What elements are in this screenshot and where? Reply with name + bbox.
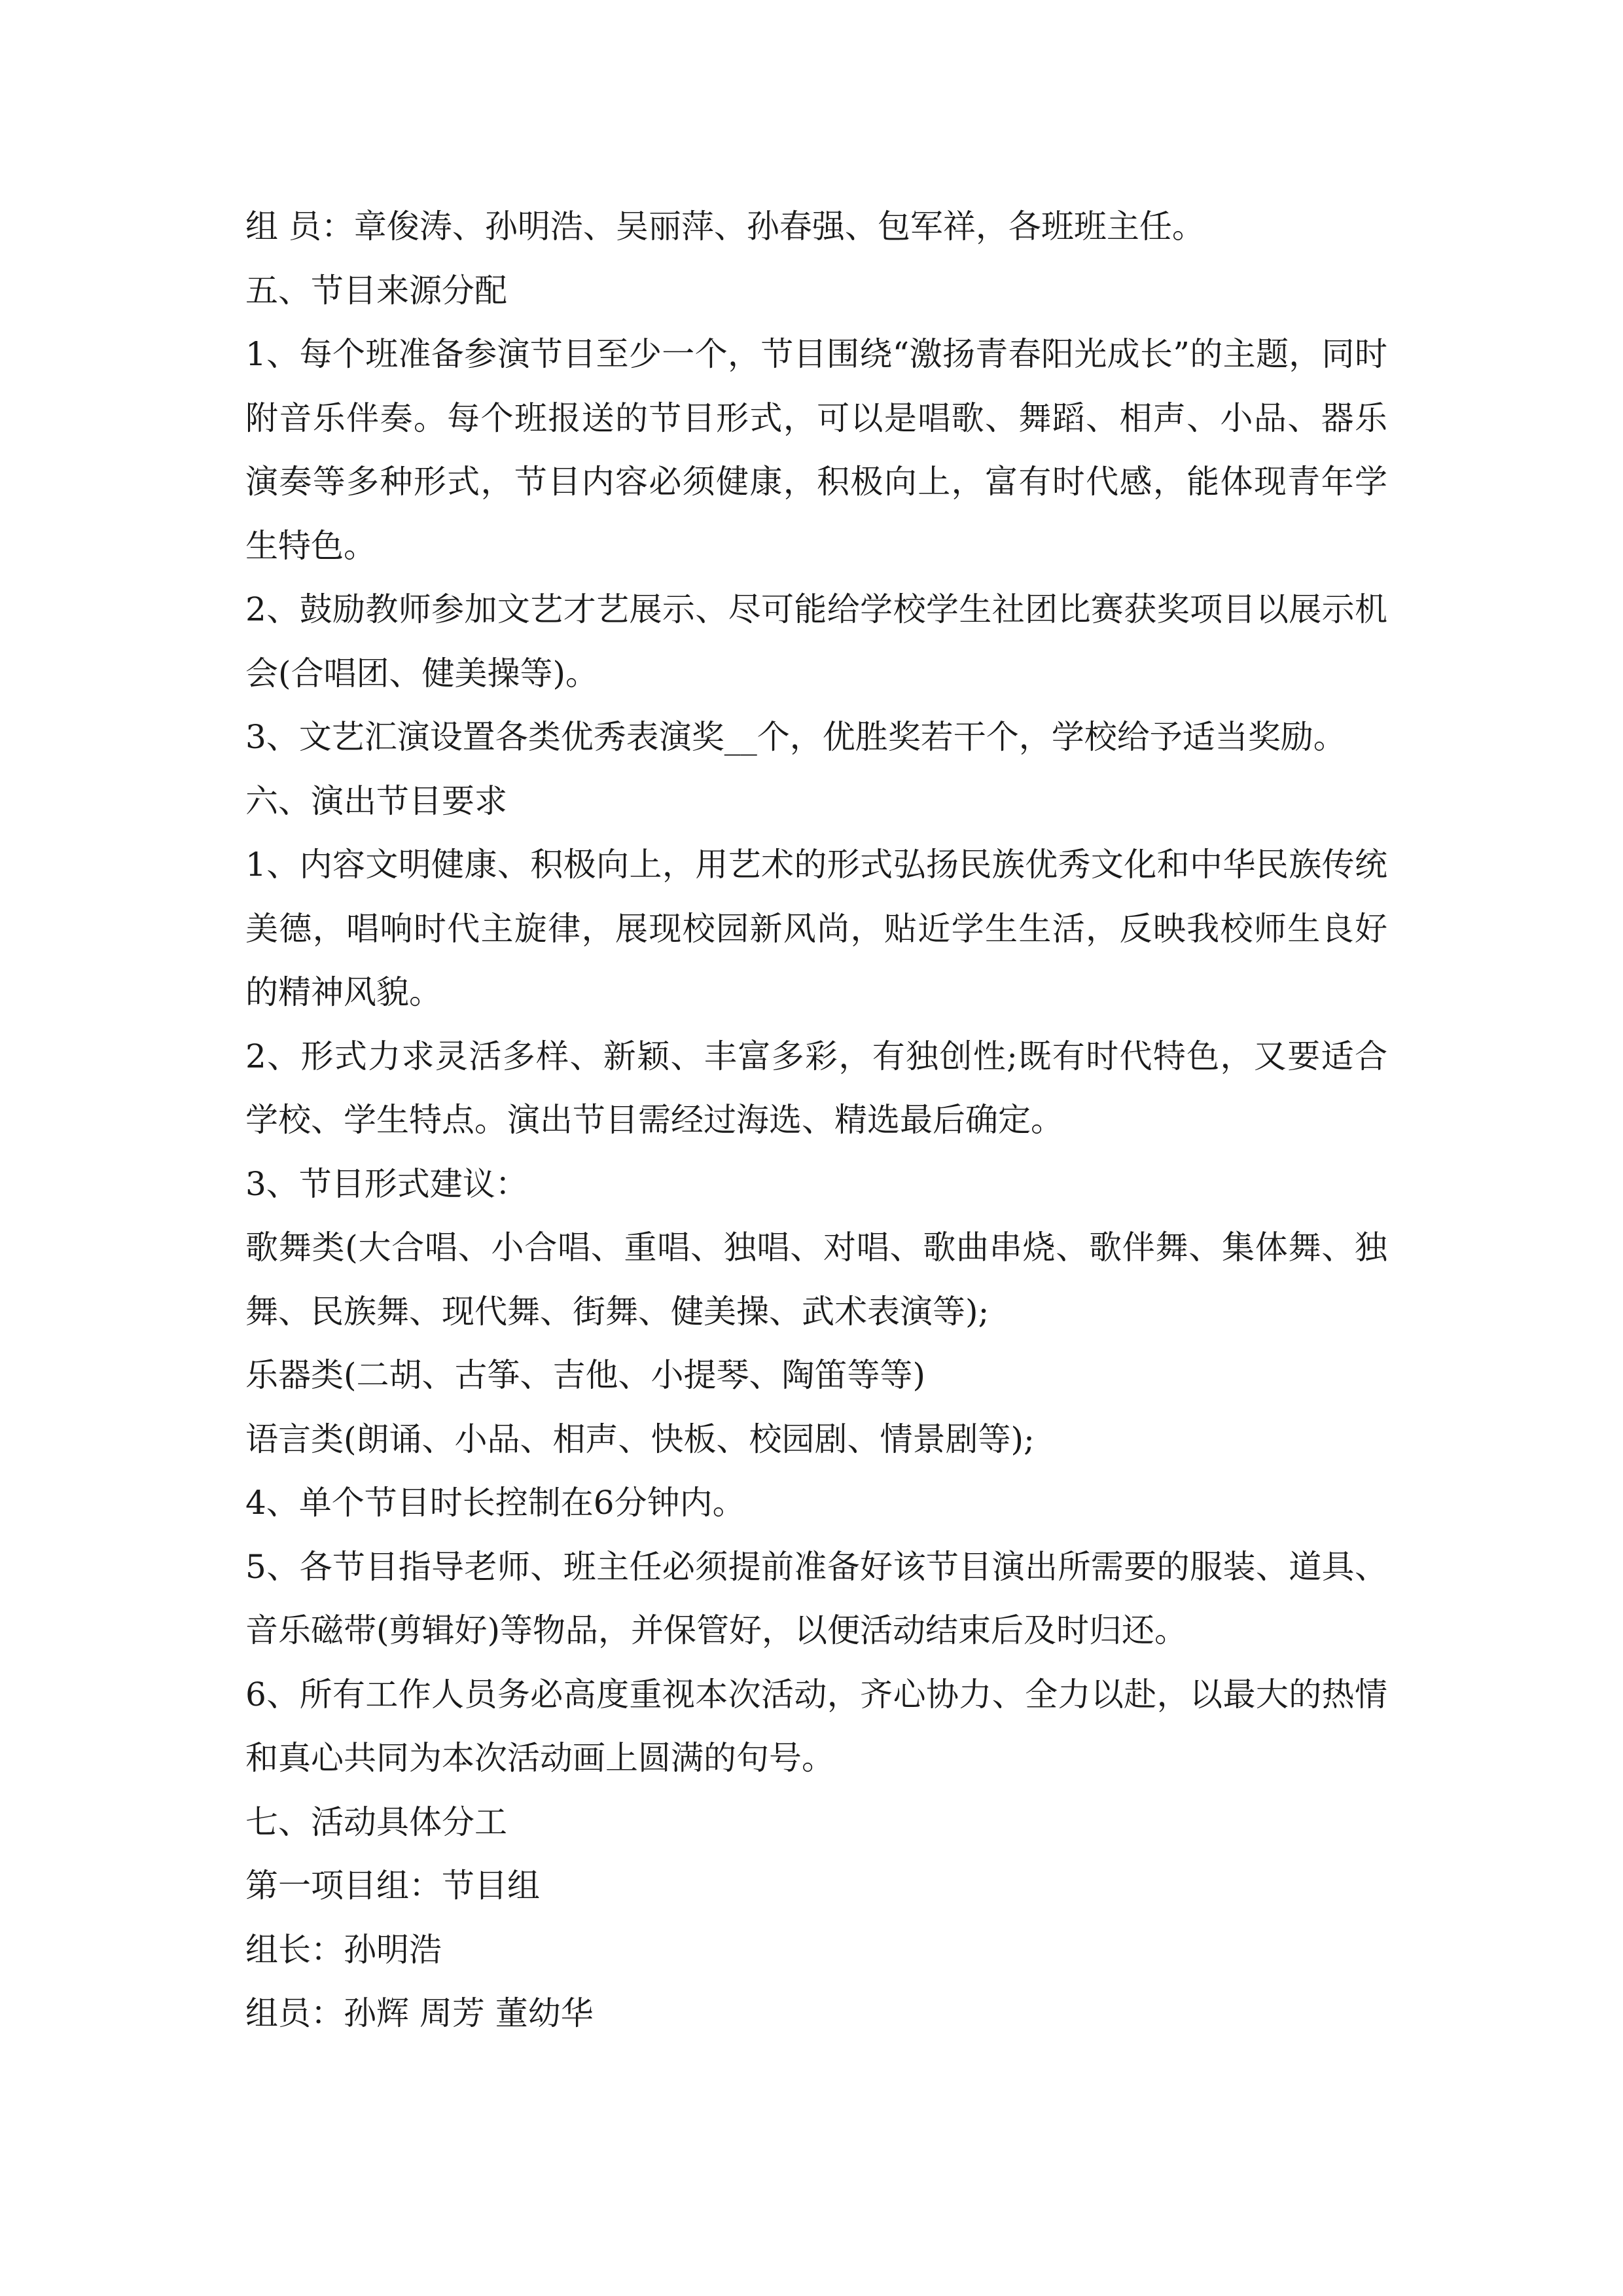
paragraph-language: 语言类(朗诵、小品、相声、快板、校园剧、情景剧等); bbox=[245, 1420, 1035, 1458]
paragraph-instruments: 乐器类(二胡、古筝、吉他、小提琴、陶笛等等) bbox=[245, 1356, 926, 1394]
paragraph-5-1: 1、每个班准备参演节目至少一个，节目围绕“激扬青春阳光成长”的主题，同时附音乐伴奏。每个班报送的节目形式，可以是唱歌、舞蹈、相声、小品、器乐演奏等多种形式，节目内容必须健康，积极向上，富有时代感，能体现青年学生特色。 bbox=[245, 335, 1387, 565]
paragraph-group-leader: 组长：孙明浩 bbox=[245, 1930, 442, 1969]
paragraph-6-1: 1、内容文明健康、积极向上，用艺术的形式弘扬民族优秀文化和中华民族传统美德，唱响时代主旋律，展现校园新风尚，贴近学生生活，反映我校师生良好的精神风貌。 bbox=[245, 846, 1387, 1011]
section-heading-5: 五、节目来源分配 bbox=[245, 271, 507, 310]
paragraph-6-5: 5、各节目指导老师、班主任必须提前准备好该节目演出所需要的服装、道具、音乐磁带(剪辑好)等物品，并保管好，以便活动结束后及时归还。 bbox=[245, 1547, 1387, 1649]
section-heading-6: 六、演出节目要求 bbox=[245, 781, 507, 820]
paragraph-6-6: 6、所有工作人员务必高度重视本次活动，齐心协力、全力以赴，以最大的热情和真心共同为本次活动画上圆满的句号。 bbox=[245, 1675, 1387, 1777]
paragraph-group-members: 组员：孙辉 周芳 董幼华 bbox=[245, 1994, 594, 2032]
paragraph-group-1: 第一项目组：节目组 bbox=[245, 1867, 540, 1905]
paragraph-6-3: 3、节目形式建议： bbox=[245, 1164, 528, 1203]
section-heading-7: 七、活动具体分工 bbox=[245, 1803, 507, 1841]
paragraph-6-2: 2、形式力求灵活多样、新颖、丰富多彩，有独创性;既有时代特色，又要适合学校、学生特点。演出节目需经过海选、精选最后确定。 bbox=[245, 1037, 1387, 1139]
paragraph-5-3: 3、文艺汇演设置各类优秀表演奖__个，优胜奖若干个，学校给予适当奖励。 bbox=[245, 718, 1346, 756]
paragraph-6-4: 4、单个节目时长控制在6分钟内。 bbox=[245, 1484, 745, 1522]
paragraph-5-2: 2、鼓励教师参加文艺才艺展示、尽可能给学校学生社团比赛获奖项目以展示机会(合唱团、健美操等)。 bbox=[245, 590, 1387, 692]
paragraph-song-dance: 歌舞类(大合唱、小合唱、重唱、独唱、对唱、歌曲串烧、歌伴舞、集体舞、独舞、民族舞、现代舞、街舞、健美操、武术表演等); bbox=[245, 1229, 1387, 1331]
paragraph-members: 组 员：章俊涛、孙明浩、吴丽萍、孙春强、包军祥，各班班主任。 bbox=[245, 207, 1205, 245]
document-body bbox=[245, 195, 1387, 2046]
